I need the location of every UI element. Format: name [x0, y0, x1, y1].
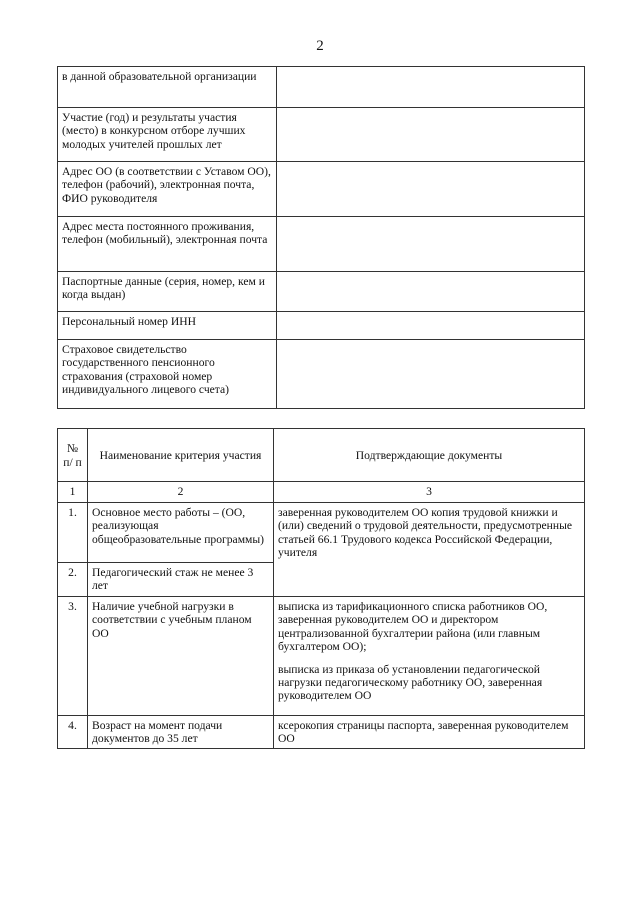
table-row — [58, 340, 585, 409]
row-value — [277, 217, 585, 272]
col-number: 3 — [274, 482, 585, 503]
row-label: Адрес ОО (в соответствии с Уставом ОО), телефон (рабочий), электронная почта, ФИО руководителя — [58, 162, 277, 217]
table-row — [58, 597, 585, 716]
row-label: Персональный номер ИНН — [58, 312, 277, 340]
table-row — [58, 108, 585, 162]
row-label: Паспортные данные (серия, номер, кем и когда выдан) — [58, 272, 277, 312]
table-row — [58, 312, 585, 340]
table-row — [58, 217, 585, 272]
header-documents: Подтверждающие документы — [274, 429, 585, 482]
table-header-row — [58, 429, 585, 482]
row-value — [277, 162, 585, 217]
criteria-table — [57, 428, 585, 749]
row-label: Участие (год) и результаты участия (место) в конкурсном отборе лучших молодых учителей прошлых лет — [58, 108, 277, 162]
header-criterion: Наименование критерия участия — [88, 429, 274, 482]
row-criterion: Возраст на момент подачи документов до 35 лет — [88, 716, 274, 749]
table-row — [58, 162, 585, 217]
row-value — [277, 272, 585, 312]
table-row — [58, 272, 585, 312]
page-number: 2 — [316, 38, 324, 54]
header-num: № п/ п — [58, 429, 88, 482]
row-documents: заверенная руководителем ОО копия трудовой книжки и (или) сведений о трудовой деятельности, предусмотренные статьей 66.1 Трудового кодекса Российской Федерации, учителя — [274, 503, 585, 597]
row-label: Страховое свидетельство государственного пенсионного страхования (страховой номер индивидуального лицевого счета) — [58, 340, 277, 409]
col-number: 2 — [88, 482, 274, 503]
column-number-row — [58, 482, 585, 503]
row-value — [277, 312, 585, 340]
row-num: 1. — [58, 503, 88, 563]
col-number: 1 — [58, 482, 88, 503]
document-item: выписка из тарификационного списка работников ОО, заверенная руководителем ОО и директором централизованной бухгалтерии района (или главным бухгалтером ОО); — [278, 600, 548, 654]
row-value — [277, 108, 585, 162]
applicant-info-table — [57, 66, 585, 409]
row-documents: ксерокопия страницы паспорта, заверенная руководителем ОО — [274, 716, 585, 749]
row-criterion: Основное место работы – (ОО, реализующая общеобразовательные программы) — [88, 503, 274, 563]
row-num: 2. — [58, 563, 88, 597]
row-value — [277, 67, 585, 108]
table-row — [58, 67, 585, 108]
table-row — [58, 716, 585, 749]
row-label: Адрес места постоянного проживания, телефон (мобильный), электронная почта — [58, 217, 277, 272]
row-value — [277, 340, 585, 409]
document-item: выписка из приказа об установлении педагогической нагрузки педагогическому работнику ОО, заверенная руководителем ОО — [278, 662, 543, 703]
row-num: 4. — [58, 716, 88, 749]
row-num: 3. — [58, 597, 88, 716]
row-label: в данной образовательной организации — [58, 67, 277, 108]
row-criterion: Педагогический стаж не менее 3 лет — [88, 563, 274, 597]
row-documents — [274, 597, 585, 716]
table-row — [58, 503, 585, 563]
row-criterion: Наличие учебной нагрузки в соответствии с учебным планом ОО — [88, 597, 274, 716]
